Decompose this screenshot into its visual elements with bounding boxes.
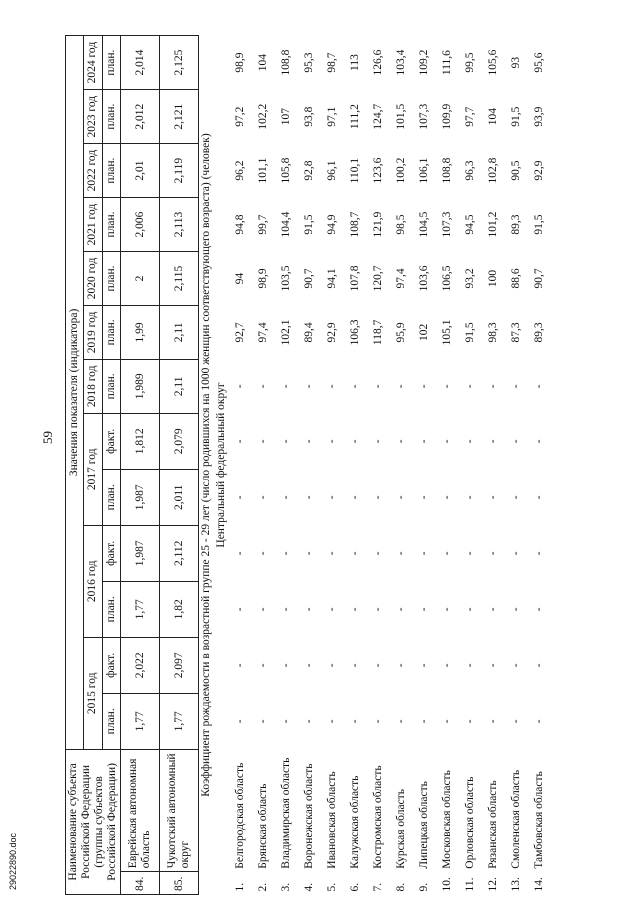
value-cell: 103,4 <box>395 49 407 76</box>
value-cell: 2,113 <box>160 198 199 252</box>
table-row <box>528 36 551 895</box>
value-cell: 89,4 <box>303 322 315 343</box>
value-cell: - <box>326 439 338 444</box>
value-cell: - <box>234 384 246 389</box>
table-row <box>344 36 367 895</box>
subject-header: Наименование субъекта Российской Федерации (группы субъектов Российской Федерации) <box>66 749 121 894</box>
value-cell: 2 <box>121 251 160 305</box>
plan-fact-header: план. <box>102 469 120 525</box>
value-cell: - <box>533 551 545 556</box>
plan-fact-header: план. <box>102 251 120 305</box>
value-cell: - <box>487 551 499 556</box>
row-number: 2. <box>257 882 269 892</box>
value-cell: - <box>280 551 292 556</box>
value-cell: 2,097 <box>160 637 199 693</box>
value-cell: 94,8 <box>234 214 246 235</box>
region-name: Еврейская автономная область <box>121 749 160 871</box>
value-cell: - <box>372 439 384 444</box>
value-cell: 1,987 <box>121 525 160 581</box>
value-cell: 92,9 <box>533 160 545 181</box>
row-number: 11. <box>464 877 476 892</box>
value-cell: - <box>257 719 269 724</box>
value-cell: 2,014 <box>121 36 160 90</box>
value-cell: - <box>418 439 430 444</box>
value-cell: 89,3 <box>510 214 522 235</box>
value-cell: - <box>395 384 407 389</box>
value-cell: 104,5 <box>418 211 430 238</box>
value-cell: - <box>349 495 361 500</box>
value-cell: 106,1 <box>418 157 430 184</box>
value-cell: 100,2 <box>395 157 407 184</box>
plan-fact-header: факт. <box>102 637 120 693</box>
table-row <box>229 36 252 895</box>
value-cell: - <box>280 719 292 724</box>
value-cell: - <box>533 439 545 444</box>
value-cell: - <box>487 495 499 500</box>
value-cell: 94,1 <box>326 268 338 289</box>
region-name: Курская область <box>395 789 407 869</box>
value-cell: - <box>487 439 499 444</box>
row-number: 85. <box>160 872 199 895</box>
value-cell: - <box>464 551 476 556</box>
region-name: Белгородская область <box>234 762 246 869</box>
value-cell: - <box>234 719 246 724</box>
row-number: 5. <box>326 882 338 892</box>
value-cell: - <box>487 384 499 389</box>
value-cell: - <box>303 663 315 668</box>
region-name: Липецкая область <box>418 781 430 869</box>
value-cell: 93,2 <box>464 268 476 289</box>
value-cell: 90,5 <box>510 160 522 181</box>
region-name: Ивановская область <box>326 771 338 869</box>
value-cell: - <box>418 495 430 500</box>
value-cell: - <box>510 439 522 444</box>
row-number: 3. <box>280 882 292 892</box>
value-cell: 2,112 <box>160 525 199 581</box>
table-row <box>367 36 390 895</box>
table-row <box>121 36 160 895</box>
value-cell: 108,7 <box>349 211 361 238</box>
value-cell: 107,3 <box>418 103 430 130</box>
value-cell: 101,2 <box>487 211 499 238</box>
indicator-table <box>65 35 551 895</box>
value-cell: - <box>510 663 522 668</box>
value-cell: - <box>326 607 338 612</box>
region-name: Костромская область <box>372 765 384 869</box>
value-cell: 2,079 <box>160 413 199 469</box>
value-cell: 91,5 <box>464 322 476 343</box>
value-cell: - <box>280 439 292 444</box>
value-cell: - <box>303 607 315 612</box>
value-cell: 111,6 <box>441 50 453 76</box>
value-cell: 126,6 <box>372 49 384 76</box>
row-number: 12. <box>487 877 499 892</box>
table-row <box>436 36 459 895</box>
plan-fact-header: факт. <box>102 525 120 581</box>
value-cell: - <box>487 719 499 724</box>
value-cell: 104 <box>487 108 499 126</box>
value-cell: 2,121 <box>160 90 199 144</box>
value-cell: 111,2 <box>349 104 361 130</box>
value-cell: 2,115 <box>160 251 199 305</box>
value-cell: 94 <box>234 272 246 285</box>
plan-fact-header: план. <box>102 36 120 90</box>
value-cell: - <box>349 384 361 389</box>
value-cell: - <box>441 495 453 500</box>
value-cell: 98,9 <box>257 268 269 289</box>
plan-fact-header: план. <box>102 90 120 144</box>
value-cell: 1,77 <box>121 581 160 637</box>
value-cell: - <box>257 663 269 668</box>
value-cell: 95,6 <box>533 52 545 73</box>
row-number: 6. <box>349 882 361 892</box>
value-cell: - <box>464 384 476 389</box>
region-name: Тамбовская область <box>533 771 545 869</box>
value-cell: - <box>395 607 407 612</box>
row-number: 8. <box>395 882 407 892</box>
year-header: 2021 год <box>84 198 102 252</box>
value-cell: 2,125 <box>160 36 199 90</box>
year-header: 2024 год <box>84 36 102 90</box>
value-cell: 2,011 <box>160 469 199 525</box>
value-cell: 109,2 <box>418 49 430 76</box>
value-cell: 96,1 <box>326 160 338 181</box>
district-title: Центральный федеральный округ <box>215 382 227 548</box>
value-cell: 97,1 <box>326 106 338 127</box>
value-cell: 100 <box>487 269 499 288</box>
table-row <box>321 36 344 895</box>
row-number: 7. <box>372 882 384 892</box>
value-cell: - <box>349 663 361 668</box>
value-cell: - <box>418 663 430 668</box>
value-cell: 1,812 <box>121 413 160 469</box>
table-row <box>482 36 505 895</box>
value-cell: - <box>441 607 453 612</box>
value-cell: 92,7 <box>234 322 246 343</box>
value-cell: - <box>372 663 384 668</box>
value-cell: 2,01 <box>121 144 160 198</box>
value-cell: 90,7 <box>303 268 315 289</box>
region-name: Смоленская область <box>510 769 522 869</box>
value-cell: - <box>395 439 407 444</box>
year-header: 2016 год <box>84 525 102 637</box>
value-cell: 2,11 <box>160 359 199 413</box>
value-cell: 102,2 <box>257 103 269 130</box>
row-number: 1. <box>234 882 246 892</box>
value-cell: 121,9 <box>372 211 384 238</box>
value-cell: 1,77 <box>160 693 199 749</box>
table-row <box>298 36 321 895</box>
value-cell: - <box>510 607 522 612</box>
value-cell: - <box>303 551 315 556</box>
value-cell: 113 <box>349 54 361 71</box>
value-cell: - <box>326 384 338 389</box>
value-cell: - <box>464 439 476 444</box>
row-number: 4. <box>303 882 315 892</box>
value-cell: - <box>395 551 407 556</box>
value-cell: - <box>441 384 453 389</box>
page-number: 59 <box>40 431 55 444</box>
table-row <box>413 36 436 895</box>
value-cell: - <box>510 551 522 556</box>
value-cell: - <box>372 719 384 724</box>
value-cell: 91,5 <box>510 106 522 127</box>
value-cell: 110,1 <box>349 157 361 184</box>
rotated-page <box>65 35 625 895</box>
region-name: Брянская область <box>257 783 269 869</box>
plan-fact-header: план. <box>102 198 120 252</box>
value-cell: 124,7 <box>372 103 384 130</box>
value-cell: - <box>533 607 545 612</box>
value-cell: 1,77 <box>121 693 160 749</box>
value-cell: 1,99 <box>121 305 160 359</box>
value-cell: 89,3 <box>533 322 545 343</box>
value-cell: - <box>280 663 292 668</box>
value-cell: - <box>257 495 269 500</box>
value-cell: 90,7 <box>533 268 545 289</box>
value-cell: 103,5 <box>280 265 292 292</box>
value-cell: - <box>372 551 384 556</box>
value-cell: 2,119 <box>160 144 199 198</box>
value-cell: - <box>257 551 269 556</box>
table-row <box>505 36 528 895</box>
value-cell: 106,3 <box>349 319 361 346</box>
year-header: 2023 год <box>84 90 102 144</box>
value-cell: - <box>372 607 384 612</box>
value-cell: - <box>395 663 407 668</box>
region-name: Калужская область <box>349 775 361 869</box>
value-cell: 97,4 <box>395 268 407 289</box>
table-row <box>252 36 275 895</box>
value-cell: 108,8 <box>280 49 292 76</box>
value-cell: 97,2 <box>234 106 246 127</box>
value-cell: - <box>326 495 338 500</box>
year-header: 2017 год <box>84 413 102 525</box>
value-cell: - <box>533 384 545 389</box>
value-cell: - <box>280 607 292 612</box>
value-cell: - <box>349 439 361 444</box>
value-cell: 107,8 <box>349 265 361 292</box>
table-row <box>459 36 482 895</box>
value-cell: 107 <box>280 108 292 126</box>
year-header: 2020 год <box>84 251 102 305</box>
value-cell: 106,5 <box>441 265 453 292</box>
value-cell: 102,8 <box>487 157 499 184</box>
indicator-header: Значения показателя (индикатора) <box>66 36 84 750</box>
value-cell: - <box>510 495 522 500</box>
value-cell: 94,9 <box>326 214 338 235</box>
section-title: Коэффициент рождаемости в возрастной группе 25 - 29 лет (число родившихся на 1000 женщин соответствующего возраста) (человек) <box>200 133 212 797</box>
value-cell: - <box>303 719 315 724</box>
year-header: 2018 год <box>84 359 102 413</box>
value-cell: 108,8 <box>441 157 453 184</box>
value-cell: - <box>418 607 430 612</box>
value-cell: 88,6 <box>510 268 522 289</box>
value-cell: - <box>487 607 499 612</box>
value-cell: - <box>510 719 522 724</box>
value-cell: - <box>280 495 292 500</box>
document-id: 29022890.doc <box>8 832 18 890</box>
value-cell: 95,9 <box>395 322 407 343</box>
value-cell: 123,6 <box>372 157 384 184</box>
row-number: 14. <box>533 877 545 892</box>
value-cell: - <box>533 495 545 500</box>
value-cell: - <box>510 384 522 389</box>
value-cell: 105,8 <box>280 157 292 184</box>
value-cell: - <box>234 551 246 556</box>
value-cell: - <box>257 607 269 612</box>
row-number: 84. <box>121 872 160 895</box>
region-name: Воронежская область <box>303 763 315 869</box>
value-cell: - <box>418 384 430 389</box>
value-cell: 98,9 <box>234 52 246 73</box>
value-cell: 93,9 <box>533 106 545 127</box>
value-cell: - <box>234 439 246 444</box>
plan-fact-header: факт. <box>102 413 120 469</box>
value-cell: - <box>234 495 246 500</box>
value-cell: - <box>441 719 453 724</box>
region-name: Чукотский автономный округ <box>160 749 199 871</box>
value-cell: 1,987 <box>121 469 160 525</box>
value-cell: 101,5 <box>395 103 407 130</box>
row-number: 10. <box>441 877 453 892</box>
value-cell: - <box>464 719 476 724</box>
value-cell: 94,5 <box>464 214 476 235</box>
value-cell: 96,2 <box>234 160 246 181</box>
value-cell: 92,8 <box>303 160 315 181</box>
row-number: 13. <box>510 877 522 892</box>
value-cell: - <box>303 384 315 389</box>
value-cell: - <box>418 719 430 724</box>
value-cell: 97,7 <box>464 106 476 127</box>
value-cell: 93,8 <box>303 106 315 127</box>
value-cell: 93 <box>510 56 522 69</box>
value-cell: - <box>395 719 407 724</box>
plan-fact-header: план. <box>102 693 120 749</box>
value-cell: 2,022 <box>121 637 160 693</box>
value-cell: 95,3 <box>303 52 315 73</box>
value-cell: - <box>326 719 338 724</box>
value-cell: 1,989 <box>121 359 160 413</box>
row-number: 9. <box>418 882 430 892</box>
value-cell: - <box>441 439 453 444</box>
value-cell: 92,9 <box>326 322 338 343</box>
value-cell: - <box>372 384 384 389</box>
year-header: 2015 год <box>84 637 102 749</box>
value-cell: - <box>349 607 361 612</box>
value-cell: - <box>487 663 499 668</box>
table-row <box>390 36 413 895</box>
value-cell: 1,82 <box>160 581 199 637</box>
value-cell: - <box>257 384 269 389</box>
value-cell: 98,3 <box>487 322 499 343</box>
value-cell: - <box>372 495 384 500</box>
value-cell: - <box>234 607 246 612</box>
value-cell: 98,7 <box>326 52 338 73</box>
value-cell: 2,006 <box>121 198 160 252</box>
value-cell: - <box>280 384 292 389</box>
value-cell: 105,6 <box>487 49 499 76</box>
value-cell: - <box>395 495 407 500</box>
year-header: 2019 год <box>84 305 102 359</box>
plan-fact-header: план. <box>102 581 120 637</box>
region-name: Орловская область <box>464 776 476 869</box>
value-cell: 91,5 <box>303 214 315 235</box>
value-cell: - <box>418 551 430 556</box>
value-cell: 107,3 <box>441 211 453 238</box>
value-cell: - <box>257 439 269 444</box>
table-row <box>160 36 199 895</box>
value-cell: 101,1 <box>257 157 269 184</box>
value-cell: - <box>441 663 453 668</box>
value-cell: - <box>349 719 361 724</box>
value-cell: 102 <box>418 323 430 342</box>
value-cell: - <box>326 663 338 668</box>
table-row <box>275 36 298 895</box>
value-cell: - <box>464 663 476 668</box>
value-cell: 99,5 <box>464 52 476 73</box>
value-cell: 103,6 <box>418 265 430 292</box>
value-cell: 96,3 <box>464 160 476 181</box>
value-cell: 120,7 <box>372 265 384 292</box>
value-cell: - <box>464 495 476 500</box>
value-cell: 97,4 <box>257 322 269 343</box>
value-cell: - <box>303 439 315 444</box>
value-cell: 109,9 <box>441 103 453 130</box>
value-cell: - <box>234 663 246 668</box>
value-cell: 118,7 <box>372 319 384 346</box>
value-cell: - <box>303 495 315 500</box>
value-cell: 98,5 <box>395 214 407 235</box>
value-cell: 2,11 <box>160 305 199 359</box>
value-cell: - <box>533 663 545 668</box>
value-cell: - <box>326 551 338 556</box>
year-header: 2022 год <box>84 144 102 198</box>
value-cell: 105,1 <box>441 319 453 346</box>
region-name: Владимирская область <box>280 757 292 869</box>
plan-fact-header: план. <box>102 359 120 413</box>
plan-fact-header: план. <box>102 144 120 198</box>
value-cell: 104,4 <box>280 211 292 238</box>
value-cell: 102,1 <box>280 319 292 346</box>
value-cell: 2,012 <box>121 90 160 144</box>
value-cell: - <box>441 551 453 556</box>
region-name: Московская область <box>441 770 453 869</box>
plan-fact-header: план. <box>102 305 120 359</box>
value-cell: - <box>464 607 476 612</box>
region-name: Рязанская область <box>487 780 499 869</box>
value-cell: - <box>533 719 545 724</box>
value-cell: 99,7 <box>257 214 269 235</box>
value-cell: 87,3 <box>510 322 522 343</box>
value-cell: 91,5 <box>533 214 545 235</box>
value-cell: - <box>349 551 361 556</box>
value-cell: 104 <box>257 53 269 72</box>
